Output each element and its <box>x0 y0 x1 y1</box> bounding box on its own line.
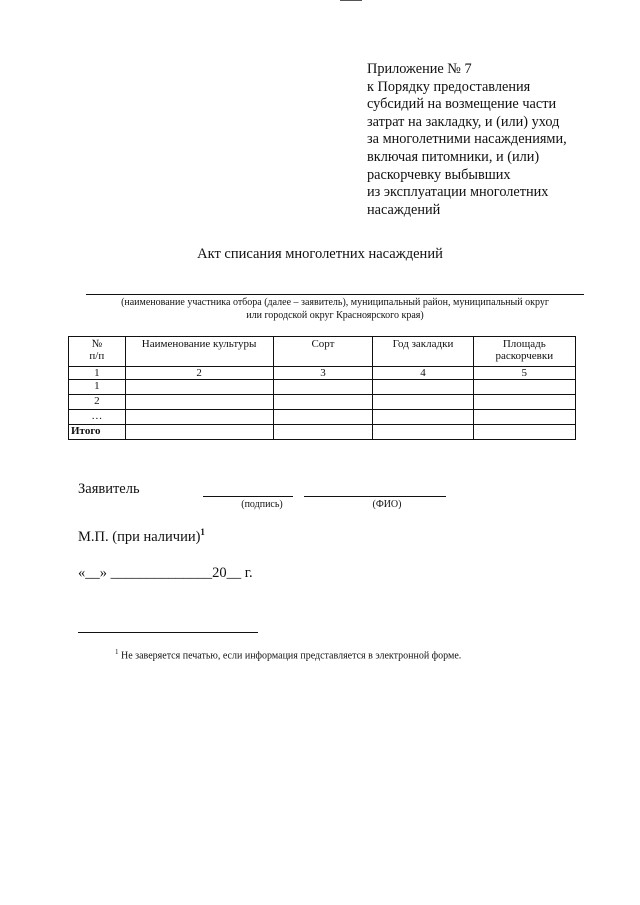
table-cell <box>125 395 273 410</box>
caption-line-2: или городской округ Красноярского края) <box>246 309 424 321</box>
footnote-mark: 1 <box>200 527 205 537</box>
table-cell <box>273 395 373 410</box>
table-cell <box>373 410 473 425</box>
header-crop: Наименование культуры <box>125 337 273 367</box>
stamp-place <box>78 527 205 546</box>
table-cell <box>473 425 575 440</box>
table-row <box>69 395 576 410</box>
plantings-table <box>68 336 576 440</box>
caption-line-1: (наименование участника отбора (далее – заявитель), муниципальный район, муниципальный округ <box>121 297 549 308</box>
appendix-line: включая питомники, и (или) <box>367 148 540 165</box>
table-cell <box>373 425 473 440</box>
table-cell <box>273 425 373 440</box>
row-number: 1 <box>69 380 126 395</box>
header-area-line2: раскорчевки <box>495 350 554 362</box>
appendix-line: за многолетними насаждениями, <box>367 131 567 148</box>
table-cell <box>125 425 273 440</box>
table-cell <box>473 395 575 410</box>
applicant-label: Заявитель <box>78 481 140 497</box>
table-total-row <box>69 425 576 440</box>
appendix-line: из эксплуатации многолетних <box>367 184 549 201</box>
appendix-line: раскорчевку выбывших <box>367 166 511 183</box>
table-cell <box>373 380 473 395</box>
table-cell <box>273 380 373 395</box>
document-title: Акт списания многолетних насаждений <box>197 246 443 262</box>
header-area <box>473 337 575 367</box>
applicant-name-line <box>86 294 584 295</box>
signature-line <box>203 496 293 497</box>
row-number: … <box>69 410 126 425</box>
stamp-text: М.П. (при наличии) <box>78 528 201 545</box>
column-number: 1 <box>69 367 126 380</box>
header-number-line2: п/п <box>89 350 105 362</box>
table-cell <box>473 380 575 395</box>
applicant-caption <box>86 297 584 322</box>
top-edge-mark <box>340 0 362 1</box>
table-cell <box>273 410 373 425</box>
footnote-rule <box>78 632 258 633</box>
total-label: Итого <box>69 425 126 440</box>
footnote <box>115 648 461 661</box>
column-number: 4 <box>373 367 473 380</box>
appendix-line: Приложение № 7 <box>367 61 472 77</box>
row-number: 2 <box>69 395 126 410</box>
table-cell <box>125 380 273 395</box>
table-row <box>69 410 576 425</box>
appendix-line: к Порядку предоставления <box>367 78 531 95</box>
appendix-line: затрат на закладку, и (или) уход <box>367 113 560 130</box>
header-area-line1: Площадь <box>502 338 546 350</box>
header-year: Год закладки <box>373 337 473 367</box>
fio-line <box>304 496 446 497</box>
table-cell <box>125 410 273 425</box>
table-header-row <box>69 337 576 367</box>
appendix-line: субсидий на возмещение части <box>367 96 557 113</box>
table-cell <box>373 395 473 410</box>
header-variety: Сорт <box>273 337 373 367</box>
table-row <box>69 380 576 395</box>
header-number <box>69 337 126 367</box>
date-line: «__» ______________20__ г. <box>78 565 253 581</box>
column-number-row <box>69 367 576 380</box>
column-number: 3 <box>273 367 373 380</box>
column-number: 2 <box>125 367 273 380</box>
appendix-note <box>367 61 627 219</box>
footnote-number: 1 <box>115 648 119 656</box>
column-number: 5 <box>473 367 575 380</box>
signature-caption: (подпись) <box>241 499 283 510</box>
footnote-text: Не заверяется печатью, если информация представляется в электронной форме. <box>121 650 462 662</box>
table-cell <box>473 410 575 425</box>
appendix-line: насаждений <box>367 201 441 218</box>
fio-caption: (ФИО) <box>372 499 402 510</box>
header-number-line1: № <box>91 338 103 350</box>
